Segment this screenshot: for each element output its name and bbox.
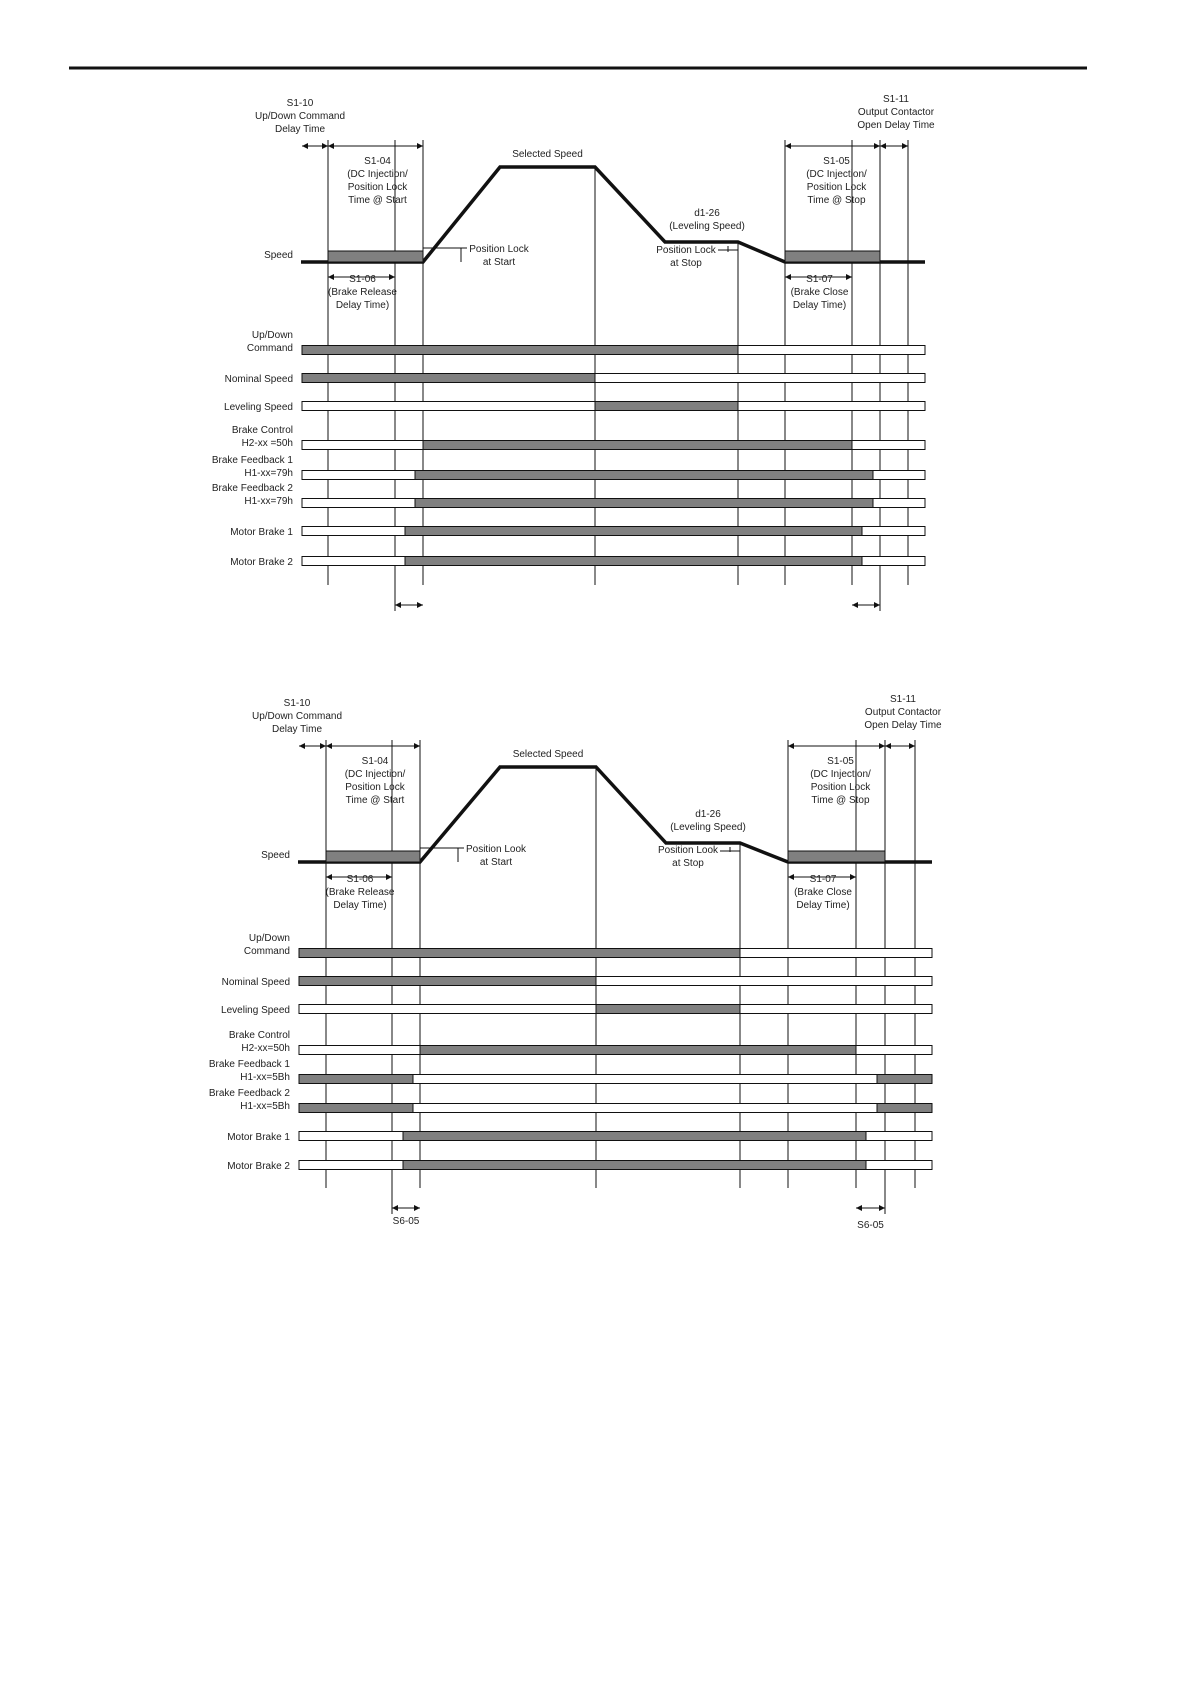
s1-07-dimension-arrow-head-left xyxy=(788,874,794,880)
signal-active-bar xyxy=(302,374,595,383)
dc-injection-stop-bar xyxy=(785,251,880,262)
s1-07-label-line: S1-07 xyxy=(809,874,837,885)
s1-05-dimension-arrow-head-left xyxy=(785,143,791,149)
d1-26-label-line: (Leveling Speed) xyxy=(670,822,746,833)
signal-label: Motor Brake 2 xyxy=(230,557,293,568)
signal-label: Nominal Speed xyxy=(221,977,290,988)
s1-05-label-line: Time @ Stop xyxy=(807,195,866,206)
s1-05-label-line: S1-05 xyxy=(827,756,854,767)
dc-injection-start-bar xyxy=(328,251,423,262)
d1-26-label-line: d1-26 xyxy=(694,208,720,219)
s1-10-dimension-arrow-head-right xyxy=(320,743,326,749)
dc-injection-start-bar xyxy=(326,851,420,862)
signal-active-bar xyxy=(877,1104,932,1113)
s1-10-dimension-arrow-head-right xyxy=(322,143,328,149)
s1-06-dimension-arrow-head-right xyxy=(386,874,392,880)
d1-26-label-line: (Leveling Speed) xyxy=(669,221,745,232)
s1-04-label-line: Time @ Start xyxy=(348,195,407,206)
signal-row xyxy=(209,1088,932,1113)
signal-row xyxy=(230,557,925,569)
signal-active-bar xyxy=(405,527,862,536)
s1-05-label-line: (DC Injection/ xyxy=(806,169,867,180)
s1-04-label-line: S1-04 xyxy=(364,156,391,167)
signal-label: Command xyxy=(243,946,290,957)
selected-speed-label: Selected Speed xyxy=(512,149,583,160)
signal-label: Motor Brake 2 xyxy=(227,1161,290,1172)
signal-row xyxy=(209,1059,932,1084)
signal-row xyxy=(230,527,925,539)
s1-06-label-line: S1-06 xyxy=(349,274,376,285)
s1-10-label-line: S1-10 xyxy=(286,98,314,109)
s1-07-label-line: (Brake Close xyxy=(790,287,849,298)
signal-active-bar xyxy=(403,1132,866,1141)
s1-06-label-line: Delay Time) xyxy=(335,300,390,311)
signal-active-bar xyxy=(403,1161,866,1170)
signal-label: Brake Feedback 2 xyxy=(208,1088,290,1099)
s6-05-label-stop: S6-05 xyxy=(857,1220,884,1231)
s6-05-label-start: S6-05 xyxy=(392,1216,420,1227)
signal-label: Motor Brake 1 xyxy=(227,1132,290,1143)
brake-stop-dimension-arrow-head-left xyxy=(856,1205,862,1211)
signal-label: Up/Down xyxy=(251,330,293,341)
signal-row xyxy=(221,1005,932,1017)
s1-04-label-line: Position Lock xyxy=(347,182,408,193)
signal-row xyxy=(227,1132,932,1144)
brake-start-dimension-arrow-head-right xyxy=(414,1205,420,1211)
position-lock-stop-label-line: at Stop xyxy=(672,858,704,869)
s1-05-dimension-arrow-head-left xyxy=(788,743,794,749)
speed-label: Speed xyxy=(261,850,290,861)
signal-label: Brake Feedback 1 xyxy=(211,455,293,466)
signal-label: H1-xx=79h xyxy=(244,496,293,507)
s1-07-label-line: Delay Time) xyxy=(796,900,850,911)
s1-11-label-line: Open Delay Time xyxy=(857,120,935,131)
position-lock-stop-label-line: at Stop xyxy=(670,258,702,269)
s1-10-label-line: Delay Time xyxy=(271,724,323,735)
signal-label: H1-xx=5Bh xyxy=(240,1101,290,1112)
signal-label: Motor Brake 1 xyxy=(230,527,293,538)
s1-07-label-line: S1-07 xyxy=(806,274,833,285)
signal-row xyxy=(244,933,932,958)
s1-04-label-line: S1-04 xyxy=(361,756,389,767)
s1-04-label-line: Time @ Start xyxy=(345,795,405,806)
signal-active-bar xyxy=(423,441,852,450)
s1-06-label-line: (Brake Release xyxy=(328,287,397,298)
s1-11-label-line: S1-11 xyxy=(883,94,909,105)
s1-11-dimension-arrow-head-left xyxy=(885,743,891,749)
s1-11-label-line: Open Delay Time xyxy=(864,720,942,731)
position-lock-start-label-line: Position Look xyxy=(465,844,527,855)
signal-label: Brake Feedback 2 xyxy=(211,483,293,494)
s1-04-label-line: (DC Injection/ xyxy=(347,169,408,180)
signal-label: Up/Down xyxy=(248,933,290,944)
signal-active-bar xyxy=(299,977,596,986)
s1-04-dimension-arrow-head-right xyxy=(414,743,420,749)
signal-row xyxy=(212,455,925,480)
signal-active-bar xyxy=(405,557,862,566)
s1-06-dimension-arrow-head-left xyxy=(326,874,332,880)
s1-10-dimension-arrow-head-left xyxy=(299,743,305,749)
signal-label: Brake Control xyxy=(231,425,293,436)
s1-05-dimension-arrow-head-right xyxy=(874,143,880,149)
s1-06-dimension-arrow-head-right xyxy=(389,274,395,280)
timing-diagram-2 xyxy=(209,694,942,1231)
s1-07-dimension-arrow-head-left xyxy=(785,274,791,280)
s1-05-label-line: Time @ Stop xyxy=(811,795,870,806)
signal-label: H2-xx=50h xyxy=(241,1043,290,1054)
signal-label: Brake Feedback 1 xyxy=(208,1059,290,1070)
s1-11-dimension-arrow-head-left xyxy=(880,143,886,149)
signal-active-bar xyxy=(415,471,873,480)
s1-11-label-line: Output Contactor xyxy=(857,107,935,118)
brake-stop-dimension-arrow-head-right xyxy=(874,602,880,608)
s1-06-label-line: S1-06 xyxy=(346,874,374,885)
signal-active-bar xyxy=(415,499,873,508)
s1-04-dimension-arrow-head-right xyxy=(417,143,423,149)
signal-row xyxy=(225,374,925,386)
brake-stop-dimension-arrow-head-right xyxy=(879,1205,885,1211)
signal-label: H2-xx =50h xyxy=(241,438,293,449)
dc-injection-stop-bar xyxy=(788,851,885,862)
signal-label: Brake Control xyxy=(228,1030,290,1041)
signal-row xyxy=(229,1030,932,1055)
s1-07-label-line: Delay Time) xyxy=(792,300,847,311)
signal-label: Leveling Speed xyxy=(224,402,293,413)
s1-06-label-line: (Brake Release xyxy=(325,887,395,898)
s1-10-label-line: Up/Down Command xyxy=(254,111,346,122)
position-lock-start-label-line: Position Lock xyxy=(469,244,529,255)
signal-active-bar xyxy=(299,1075,413,1084)
signal-active-bar xyxy=(420,1046,856,1055)
signal-active-bar xyxy=(877,1075,932,1084)
s1-05-label-line: S1-05 xyxy=(823,156,850,167)
signal-active-bar xyxy=(302,346,738,355)
s1-11-dimension-arrow-head-right xyxy=(902,143,908,149)
s1-10-label-line: Up/Down Command xyxy=(251,711,343,722)
signal-row xyxy=(224,402,925,414)
signal-active-bar xyxy=(595,402,738,411)
s1-05-label-line: Position Lock xyxy=(806,182,867,193)
s1-07-dimension-arrow-head-right xyxy=(850,874,856,880)
d1-26-label-line: d1-26 xyxy=(695,809,721,820)
s1-10-dimension-arrow-head-left xyxy=(302,143,308,149)
s1-04-label-line: Position Lock xyxy=(345,782,405,793)
s1-07-label-line: (Brake Close xyxy=(794,887,852,898)
signal-row xyxy=(212,483,925,508)
s1-10-label-line: S1-10 xyxy=(283,698,311,709)
brake-start-dimension-arrow-head-left xyxy=(392,1205,398,1211)
signal-label: Command xyxy=(246,343,293,354)
s1-06-label-line: Delay Time) xyxy=(333,900,387,911)
signal-label: Nominal Speed xyxy=(224,374,293,385)
position-lock-stop-label-line: Position Look xyxy=(657,845,719,856)
signal-active-bar xyxy=(596,1005,740,1014)
signal-row xyxy=(247,330,925,355)
position-lock-start-label-line: at Start xyxy=(482,257,516,268)
signal-row xyxy=(222,977,932,989)
signal-row xyxy=(232,425,925,450)
brake-start-dimension-arrow-head-left xyxy=(395,602,401,608)
position-lock-start-label-line: at Start xyxy=(479,857,513,868)
signal-label: H1-xx=79h xyxy=(244,468,293,479)
s1-11-dimension-arrow-head-right xyxy=(909,743,915,749)
brake-stop-dimension-arrow-head-left xyxy=(852,602,858,608)
s1-07-dimension-arrow-head-right xyxy=(846,274,852,280)
signal-label: H1-xx=5Bh xyxy=(240,1072,290,1083)
position-lock-stop-label-line: Position Lock xyxy=(656,245,716,256)
timing-diagram-1 xyxy=(212,94,935,611)
s1-04-dimension-arrow-head-left xyxy=(328,143,334,149)
s1-05-label-line: (DC Injection/ xyxy=(810,769,871,780)
s1-05-dimension-arrow-head-right xyxy=(879,743,885,749)
s1-04-label-line: (DC Injection/ xyxy=(344,769,406,780)
s1-11-label-line: S1-11 xyxy=(890,694,916,705)
s1-10-label-line: Delay Time xyxy=(274,124,326,135)
signal-row xyxy=(227,1161,932,1173)
signal-label: Leveling Speed xyxy=(221,1005,290,1016)
s1-04-dimension-arrow-head-left xyxy=(326,743,332,749)
speed-label: Speed xyxy=(264,250,293,261)
selected-speed-label: Selected Speed xyxy=(512,749,584,760)
signal-active-bar xyxy=(299,949,740,958)
s1-06-dimension-arrow-head-left xyxy=(328,274,334,280)
s1-11-label-line: Output Contactor xyxy=(864,707,942,718)
s1-05-label-line: Position Lock xyxy=(810,782,871,793)
brake-start-dimension-arrow-head-right xyxy=(417,602,423,608)
signal-active-bar xyxy=(299,1104,413,1113)
